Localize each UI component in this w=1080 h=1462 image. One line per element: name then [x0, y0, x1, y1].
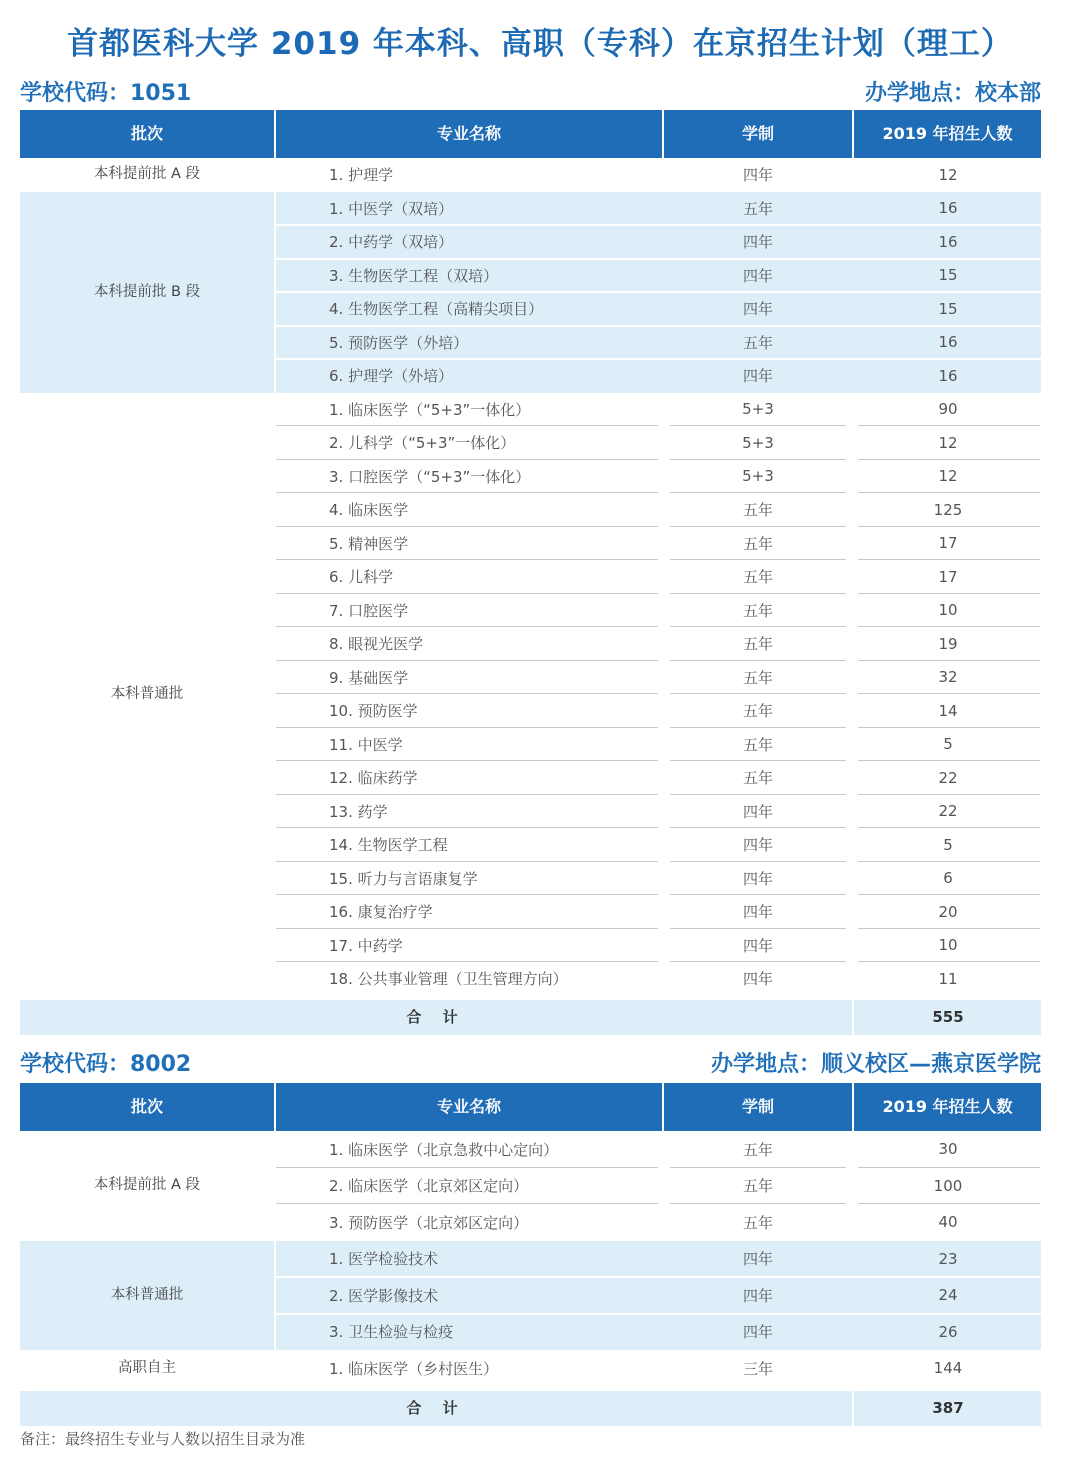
enrollment-count: 19 [938, 634, 958, 653]
table-row [20, 493, 1041, 527]
table-row [20, 1131, 1041, 1168]
major-name: 1. 护理学 [329, 166, 394, 185]
enrollment-count: 26 [938, 1322, 958, 1341]
study-length: 四年 [742, 266, 773, 285]
enrollment-count: 10 [938, 601, 958, 620]
enrollment-count: 100 [933, 1176, 963, 1195]
major-name: 5. 精神医学 [329, 534, 409, 553]
enrollment-count: 22 [938, 768, 958, 787]
school-info-8002 [20, 1047, 1041, 1083]
study-length: 四年 [742, 869, 773, 888]
major-name: 1. 临床医学（北京急救中心定向） [329, 1140, 559, 1159]
study-length: 四年 [742, 1286, 773, 1305]
enrollment-count: 11 [938, 969, 958, 988]
batch-label: 本科普通批 [110, 1286, 184, 1303]
major-name: 4. 生物医学工程（高精尖项目） [329, 300, 544, 319]
study-length: 四年 [742, 233, 773, 252]
study-length: 四年 [742, 836, 773, 855]
major-name: 11. 中医学 [329, 735, 403, 754]
table-row [20, 192, 1041, 226]
enrollment-count: 17 [938, 534, 958, 553]
enrollment-count: 12 [938, 467, 958, 486]
major-name: 1. 临床医学（“5+3”一体化） [329, 400, 531, 419]
table-row [20, 862, 1041, 896]
table-row [20, 393, 1041, 427]
table-row [20, 1350, 1041, 1387]
table-header [20, 1083, 1041, 1131]
study-length: 四年 [742, 166, 773, 185]
enrollment-count: 24 [938, 1286, 958, 1305]
major-name: 6. 护理学（外培） [329, 367, 454, 386]
school-info-1051 [20, 76, 1041, 112]
table-row [20, 929, 1041, 963]
table-row [20, 1277, 1041, 1314]
major-name: 3. 口腔医学（“5+3”一体化） [329, 467, 531, 486]
study-length: 五年 [742, 601, 773, 620]
major-name: 13. 药学 [329, 802, 388, 821]
major-name: 9. 基础医学 [329, 668, 409, 687]
enrollment-count: 125 [933, 500, 963, 519]
major-name: 1. 临床医学（乡村医生） [329, 1359, 499, 1378]
study-length: 四年 [742, 300, 773, 319]
major-name: 6. 儿科学 [329, 568, 394, 587]
study-length: 五年 [742, 668, 773, 687]
batch-label: 本科提前批 A 段 [93, 1177, 201, 1193]
table-header [20, 110, 1041, 158]
total-label: 合 计 [406, 1398, 466, 1417]
enrollment-count: 5 [943, 835, 953, 854]
table-row [20, 326, 1041, 360]
enrollment-count: 16 [938, 232, 958, 251]
table-row [20, 962, 1041, 996]
major-name: 3. 卫生检验与检疫 [329, 1323, 454, 1342]
enrollment-count: 16 [938, 199, 958, 218]
major-name: 15. 听力与言语康复学 [329, 869, 478, 888]
enrollment-count: 144 [933, 1359, 963, 1378]
table-row [20, 1241, 1041, 1278]
major-name: 2. 临床医学（北京郊区定向） [329, 1177, 529, 1196]
study-length: 五年 [742, 1140, 773, 1159]
table-row [20, 292, 1041, 326]
study-length: 四年 [742, 970, 773, 989]
enrollment-count: 12 [938, 165, 958, 184]
study-length: 五年 [742, 333, 773, 352]
major-name: 17. 中药学 [329, 936, 403, 955]
table-row [20, 1204, 1041, 1241]
total-row [20, 1391, 1041, 1426]
enrollment-count: 30 [938, 1140, 958, 1159]
study-length: 五年 [742, 1177, 773, 1196]
table-row [20, 728, 1041, 762]
header-count: 2019 年招生人数 [882, 1097, 1013, 1116]
header-count: 2019 年招生人数 [882, 124, 1013, 143]
major-name: 18. 公共事业管理（卫生管理方向） [329, 970, 568, 989]
major-name: 3. 预防医学（北京郊区定向） [329, 1213, 529, 1232]
study-length: 五年 [742, 702, 773, 721]
enrollment-count: 17 [938, 567, 958, 586]
header-major: 专业名称 [436, 124, 501, 143]
study-length: 5+3 [742, 433, 774, 452]
enrollment-count: 15 [938, 266, 958, 285]
total-label: 合 计 [406, 1007, 466, 1026]
header-batch: 批次 [130, 1097, 163, 1116]
study-length: 5+3 [742, 467, 774, 486]
enrollment-count: 12 [938, 433, 958, 452]
enrollment-count: 40 [938, 1213, 958, 1232]
study-length: 五年 [742, 635, 773, 654]
table-row [20, 795, 1041, 829]
study-length: 三年 [742, 1359, 773, 1378]
study-length: 五年 [742, 735, 773, 754]
school-location: 办学地点：校本部 [864, 81, 1041, 106]
table-row [20, 259, 1041, 293]
table-row [20, 694, 1041, 728]
header-length: 学制 [741, 124, 774, 143]
table-row [20, 594, 1041, 628]
table-row [20, 426, 1041, 460]
major-name: 1. 中医学（双培） [329, 199, 454, 218]
study-length: 5+3 [742, 400, 774, 419]
table-row [20, 1314, 1041, 1351]
study-length: 四年 [742, 367, 773, 386]
table-row [20, 761, 1041, 795]
major-name: 12. 临床药学 [329, 769, 418, 788]
enrollment-count: 16 [938, 333, 958, 352]
header-major: 专业名称 [436, 1097, 501, 1116]
table-row [20, 828, 1041, 862]
page-title: 首都医科大学 2019 年本科、高职（专科）在京招生计划（理工） [67, 26, 1013, 62]
enrollment-count: 6 [943, 869, 953, 888]
major-name: 2. 医学影像技术 [329, 1286, 439, 1305]
enrollment-count: 22 [938, 802, 958, 821]
table-row [20, 895, 1041, 929]
study-length: 五年 [742, 568, 773, 587]
study-length: 五年 [742, 501, 773, 520]
enrollment-count: 23 [938, 1249, 958, 1268]
study-length: 四年 [742, 1323, 773, 1342]
major-name: 5. 预防医学（外培） [329, 333, 469, 352]
study-length: 五年 [742, 1213, 773, 1232]
study-length: 四年 [742, 936, 773, 955]
major-name: 4. 临床医学 [329, 501, 409, 520]
major-name: 16. 康复治疗学 [329, 903, 433, 922]
study-length: 五年 [742, 199, 773, 218]
table-row [20, 225, 1041, 259]
table-row [20, 527, 1041, 561]
batch-label: 本科普通批 [110, 685, 184, 702]
enrollment-count: 14 [938, 701, 958, 720]
study-length: 四年 [742, 802, 773, 821]
major-name: 2. 儿科学（“5+3”一体化） [329, 434, 516, 453]
total-value: 555 [932, 1007, 964, 1026]
school-location: 办学地点：顺义校区—燕京医学院 [710, 1052, 1041, 1077]
table-row [20, 158, 1041, 192]
table-row [20, 1168, 1041, 1205]
table-row [20, 627, 1041, 661]
school-code: 学校代码：1051 [20, 81, 192, 106]
header-batch: 批次 [130, 124, 163, 143]
major-name: 14. 生物医学工程 [329, 836, 448, 855]
enrollment-count: 90 [938, 400, 958, 419]
footnote: 备注：最终招生专业与人数以招生目录为准 [20, 1430, 306, 1448]
batch-label: 本科提前批 A 段 [93, 166, 201, 182]
school-code: 学校代码：8002 [20, 1052, 192, 1077]
enrollment-count: 5 [943, 735, 953, 754]
table-row [20, 560, 1041, 594]
enrollment-count: 15 [938, 299, 958, 318]
table-row [20, 460, 1041, 494]
study-length: 四年 [742, 1250, 773, 1269]
major-name: 1. 医学检验技术 [329, 1250, 439, 1269]
study-length: 五年 [742, 769, 773, 788]
study-length: 五年 [742, 534, 773, 553]
major-name: 7. 口腔医学 [329, 601, 409, 620]
enrollment-count: 20 [938, 902, 958, 921]
batch-label: 高职自主 [118, 1360, 176, 1376]
batch-label: 本科提前批 B 段 [93, 283, 201, 300]
major-name: 10. 预防医学 [329, 702, 418, 721]
table-row [20, 661, 1041, 695]
major-name: 8. 眼视光医学 [329, 635, 424, 654]
total-value: 387 [932, 1398, 964, 1417]
enrollment-count: 10 [938, 936, 958, 955]
enrollment-count: 16 [938, 366, 958, 385]
table-row [20, 359, 1041, 393]
total-row [20, 1000, 1041, 1035]
enrollment-count: 32 [938, 668, 958, 687]
study-length: 四年 [742, 903, 773, 922]
header-length: 学制 [741, 1097, 774, 1116]
major-name: 3. 生物医学工程（双培） [329, 266, 499, 285]
major-name: 2. 中药学（双培） [329, 233, 454, 252]
